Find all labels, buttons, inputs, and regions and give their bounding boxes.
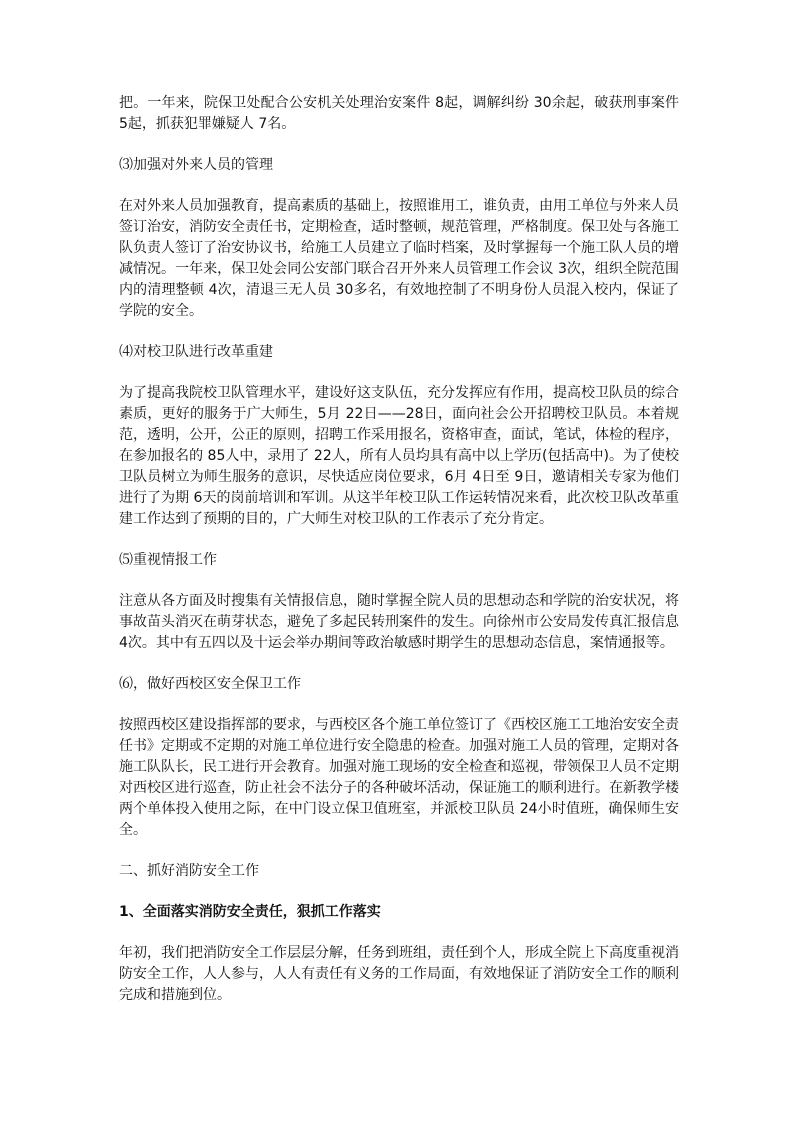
heading-west-campus-security: ⑹，做好西校区安全保卫工作: [119, 676, 301, 692]
paragraph-outsider-management: 在对外来人员加强教育，提高素质的基础上，按照谁用工，谁负责，由用工单位与外来人员签订治安，消防安全责任书，定期检查，适时整顿，规范管理，严格制度。保卫处与各施工队负责人签订了治安协议书，给施工人员建立了临时档案，及时掌握每一个施工队人员的增减情况。一年来，保卫处会同公安部门联合召开外来人员管理工作会议 3次，组织全院范围内的清理整顿 4次，清退三无人员 30多名，有效地控制了不明身份人员混入校内，保证了学院的安全。: [119, 198, 679, 319]
paragraph-fire-responsibility: 年初，我们把消防安全工作层层分解，任务到班组，责任到个人，形成全院上下高度重视消防安全工作，人人参与，人人有责任有义务的工作局面，有效地保证了消防安全工作的顺利完成和措施到位。: [119, 945, 679, 1003]
paragraph-intelligence-work: 注意从各方面及时搜集有关情报信息，随时掌握全院人员的思想动态和学院的治安状况，将事故苗头消灭在萌芽状态，避免了多起民转刑案件的发生。向徐州市公安局发传真汇报信息 4次。其中有五四以及十运会举办期间等政治敏感时期学生的思想动态信息，案情通报等。: [119, 593, 679, 651]
paragraph-west-campus-security: 按照西校区建设指挥部的要求，与西校区各个施工单位签订了《西校区施工工地治安安全责任书》定期或不定期的对施工单位进行安全隐患的检查。加强对施工人员的管理，定期对各施工队队长，民工进行开会教育。加强对施工现场的安全检查和巡视，带领保卫人员不定期对西校区进行巡查，防止社会不法分子的各种破坏活动，保证施工的顺利进行。在新教学楼两个单体投入使用之际，在中门设立保卫值班室，并派校卫队员 24小时值班，确保师生安全。: [119, 717, 679, 838]
subheading-fire-responsibility: 1、全面落实消防安全责任，狠抓工作落实: [119, 904, 381, 920]
document-page: [119, 93, 679, 1026]
heading-outsider-management: ⑶加强对外来人员的管理: [119, 157, 273, 173]
heading-guard-reform: ⑷对校卫队进行改革重建: [119, 344, 273, 360]
heading-fire-safety: 二、抓好消防安全工作: [119, 863, 259, 879]
heading-intelligence-work: ⑸重视情报工作: [119, 552, 217, 568]
paragraph-cases-summary: 把。一年来，院保卫处配合公安机关处理治安案件 8起，调解纠纷 30余起，破获刑事案件 5起，抓获犯罪嫌疑人 7名。: [119, 95, 679, 132]
paragraph-guard-reform: 为了提高我院校卫队管理水平，建设好这支队伍，充分发挥应有作用，提高校卫队员的综合素质，更好的服务于广大师生，5月 22日——28日，面向社会公开招聘校卫队员。本着规范，透明，公开，公正的原则，招聘工作采用报名，资格审查，面试，笔试，体检的程序，在参加报名的 85人中，录用了 22人，所有人员均具有高中以上学历(包括高中)。为了使校卫队员树立为师生服务的意识，尽快适应岗位要求，6月 4日至 9日，邀请相关专家为他们进行了为期 6天的岗前培训和军训。从这半年校卫队工作运转情况来看，此次校卫队改革重建工作达到了预期的目的，广大师生对校卫队的工作表示了充分肯定。: [119, 385, 679, 527]
